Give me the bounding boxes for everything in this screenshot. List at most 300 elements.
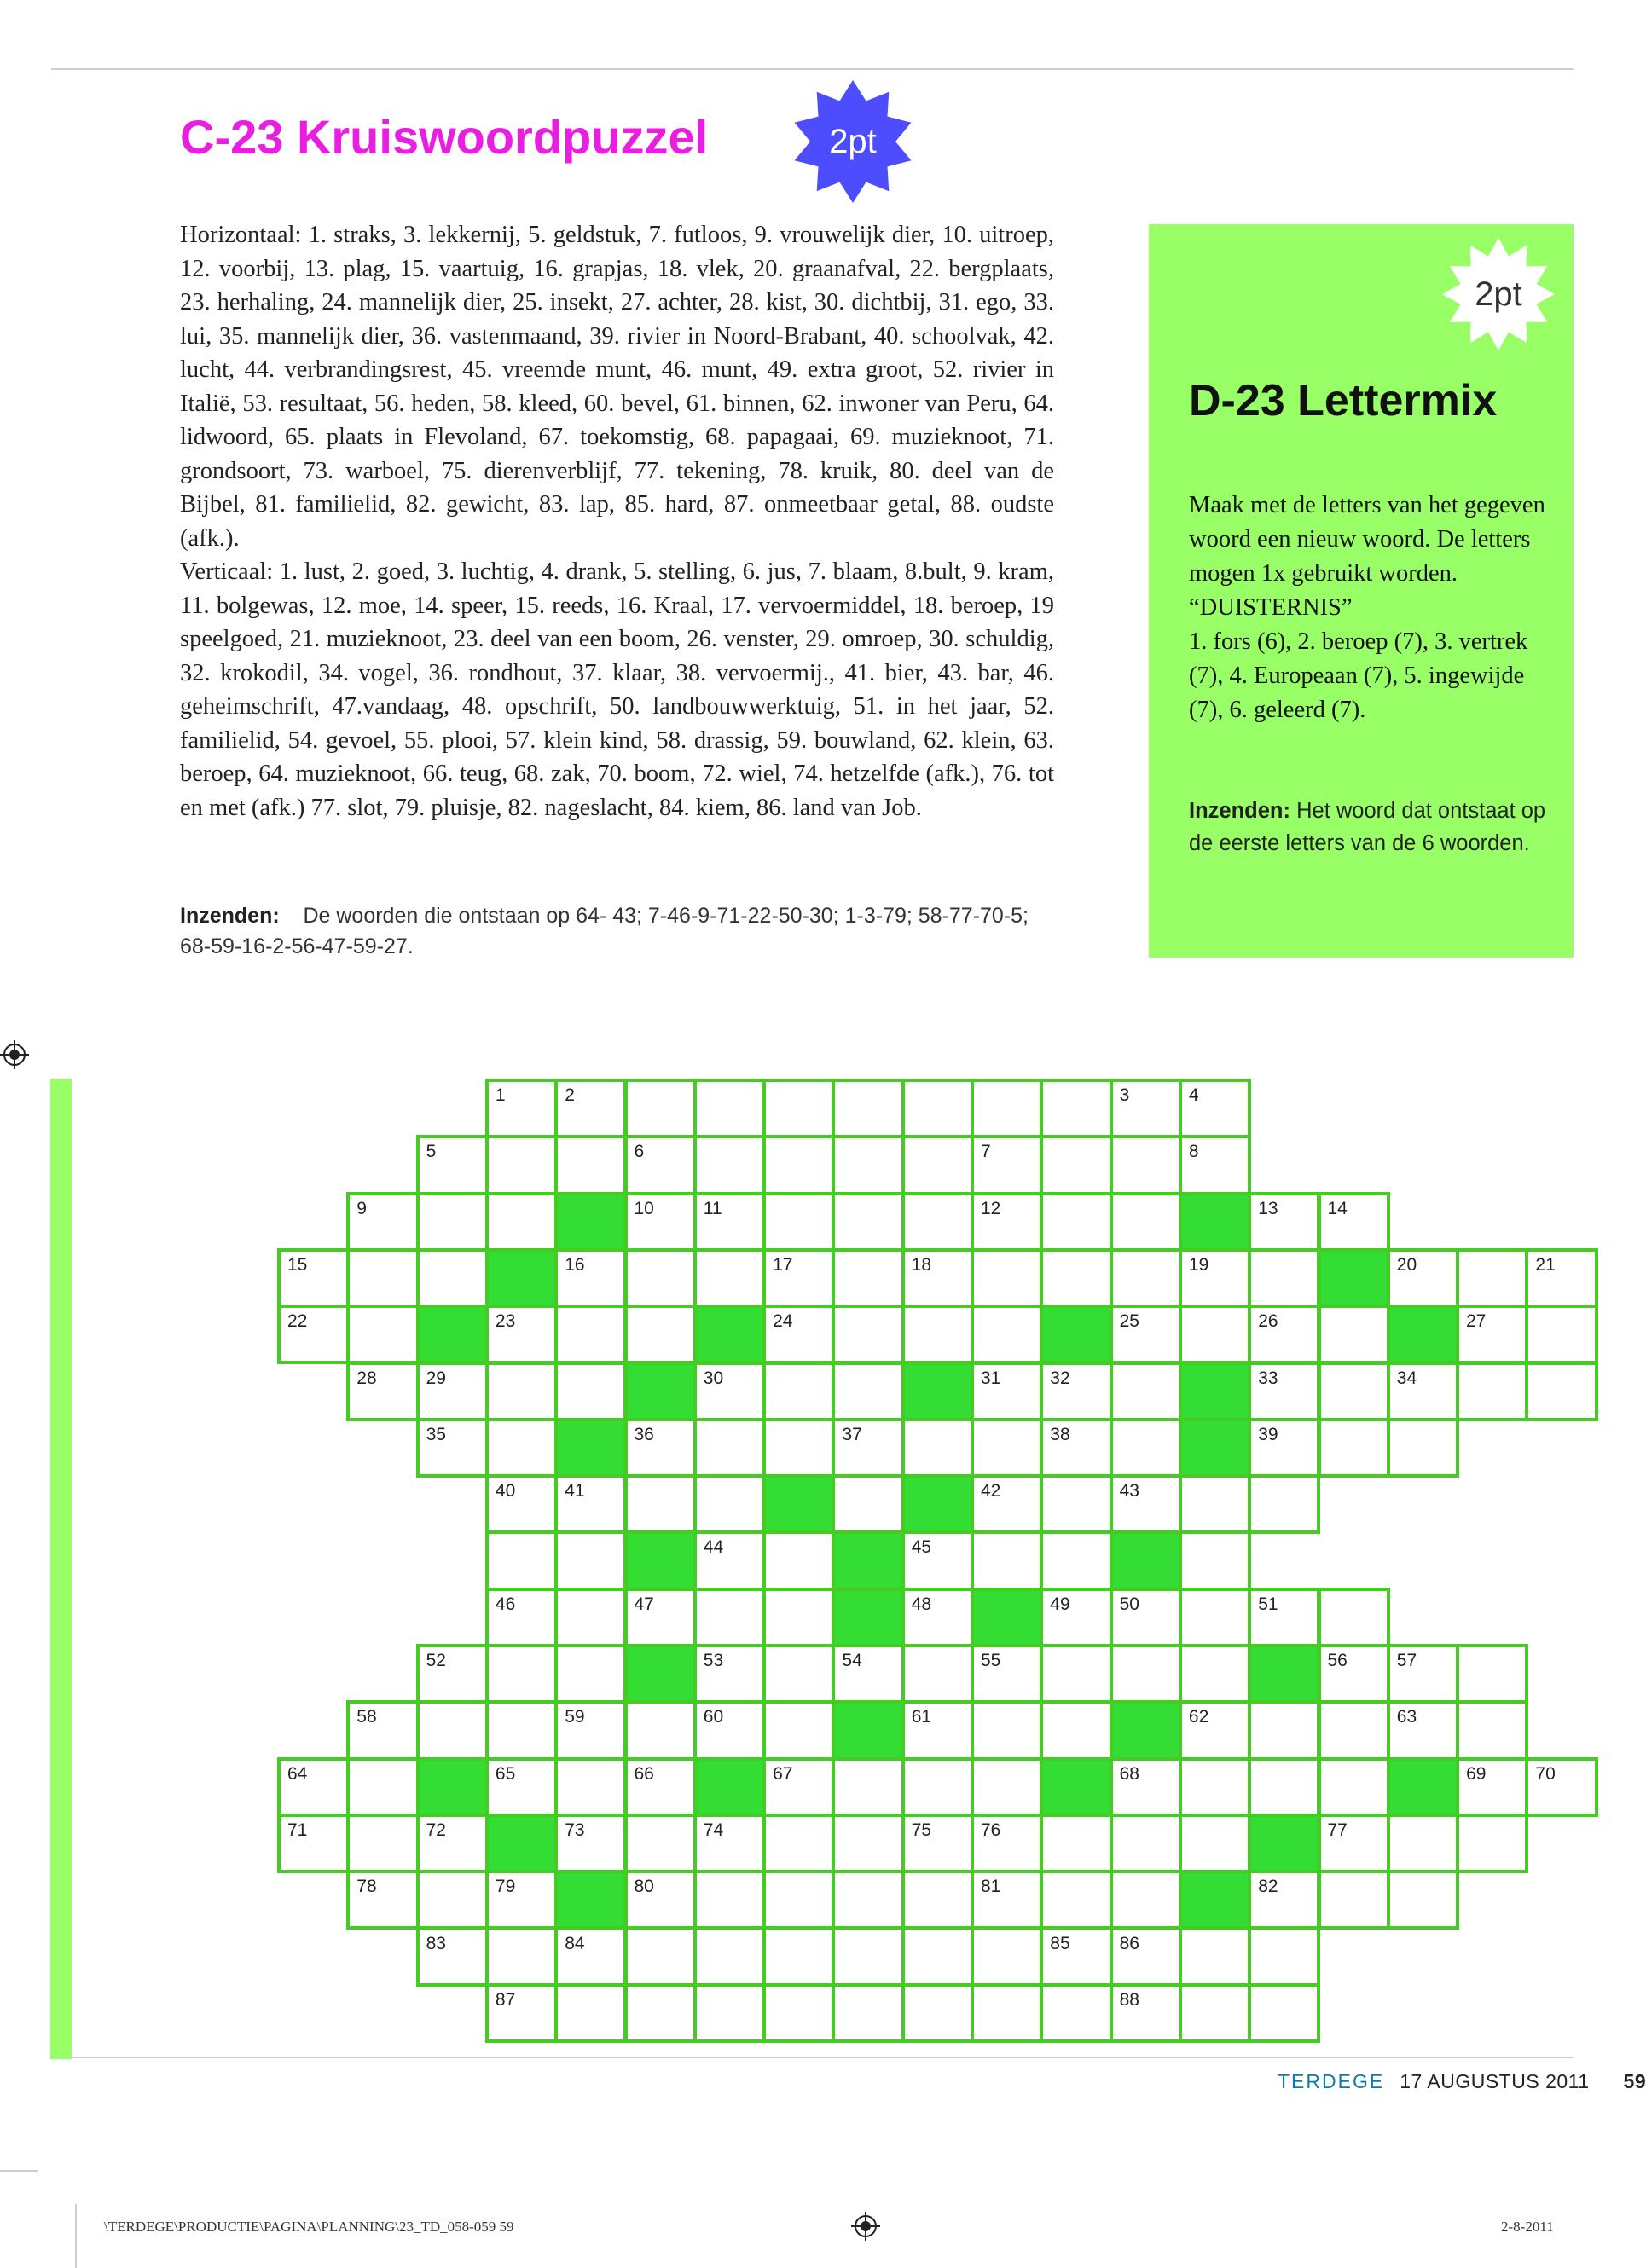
side-rule <box>0 2170 38 2172</box>
grid-cell[interactable] <box>1456 1362 1528 1421</box>
cell-number: 14 <box>1327 1198 1348 1218</box>
grid-cell[interactable] <box>554 1644 627 1704</box>
grid-cell[interactable] <box>1318 1757 1390 1817</box>
registration-mark-icon <box>0 1040 29 1073</box>
grid-cell[interactable] <box>1248 1757 1320 1817</box>
grid-cell[interactable] <box>832 1757 904 1817</box>
grid-cell[interactable] <box>1525 1757 1597 1817</box>
grid-cell[interactable] <box>1318 1814 1390 1873</box>
grid-cell[interactable] <box>832 1418 904 1478</box>
cell-number: 54 <box>842 1651 862 1670</box>
grid-cell-filled[interactable] <box>554 1192 627 1252</box>
cell-number: 36 <box>634 1424 654 1444</box>
grid-cell-filled[interactable] <box>832 1588 904 1647</box>
grid-cell[interactable] <box>971 1927 1043 1987</box>
grid-cell[interactable] <box>416 1418 489 1478</box>
grid-cell-filled[interactable] <box>624 1362 697 1421</box>
grid-cell[interactable] <box>624 1983 697 2043</box>
grid-cell[interactable] <box>1248 1305 1320 1364</box>
grid-cell[interactable] <box>762 1079 835 1138</box>
grid-cell[interactable] <box>832 1474 904 1534</box>
grid-cell[interactable] <box>971 1474 1043 1534</box>
grid-cell[interactable] <box>554 1305 627 1364</box>
grid-cell[interactable] <box>1179 1644 1251 1704</box>
cell-number: 73 <box>565 1820 585 1840</box>
grid-cell[interactable] <box>485 1983 558 2043</box>
grid-cell[interactable] <box>901 1530 974 1590</box>
grid-cell[interactable] <box>1456 1644 1528 1704</box>
grid-cell[interactable] <box>1248 1700 1320 1760</box>
grid-cell[interactable] <box>346 1192 419 1252</box>
grid-cell[interactable] <box>762 1588 835 1647</box>
cell-number: 33 <box>1258 1368 1278 1388</box>
grid-cell[interactable] <box>277 1757 350 1817</box>
grid-cell[interactable] <box>1318 1700 1390 1760</box>
grid-cell-filled[interactable] <box>832 1700 904 1760</box>
grid-cell[interactable] <box>554 1983 627 2043</box>
grid-cell[interactable] <box>624 1757 697 1817</box>
grid-cell[interactable] <box>416 1248 489 1308</box>
grid-cell[interactable] <box>1387 1644 1459 1704</box>
grid-cell[interactable] <box>1110 1135 1182 1195</box>
cell-number: 81 <box>981 1877 1001 1897</box>
grid-cell[interactable] <box>554 1079 627 1138</box>
grid-cell[interactable] <box>1387 1418 1459 1478</box>
grid-cell[interactable] <box>832 1305 904 1364</box>
grid-cell[interactable] <box>1456 1814 1528 1873</box>
grid-cell[interactable] <box>693 1474 766 1534</box>
grid-cell[interactable] <box>1040 1192 1112 1252</box>
grid-cell[interactable] <box>693 1135 766 1195</box>
grid-cell[interactable] <box>1456 1700 1528 1760</box>
grid-cell[interactable] <box>693 1079 766 1138</box>
grid-cell[interactable] <box>1110 1644 1182 1704</box>
cell-number: 37 <box>842 1424 862 1444</box>
grid-cell-filled[interactable] <box>1179 1192 1251 1252</box>
grid-cell[interactable] <box>693 1870 766 1930</box>
grid-cell[interactable] <box>624 1135 697 1195</box>
cell-number: 5 <box>426 1142 437 1162</box>
grid-cell[interactable] <box>485 1418 558 1478</box>
grid-cell[interactable] <box>624 1079 697 1138</box>
grid-cell[interactable] <box>1040 1135 1112 1195</box>
cell-number: 62 <box>1188 1707 1209 1727</box>
grid-cell[interactable] <box>554 1814 627 1873</box>
grid-cell[interactable] <box>901 1192 974 1252</box>
grid-cell-filled[interactable] <box>485 1248 558 1308</box>
grid-cell[interactable] <box>1525 1248 1597 1308</box>
grid-cell[interactable] <box>762 1983 835 2043</box>
grid-cell[interactable] <box>1110 1474 1182 1534</box>
grid-cell[interactable] <box>1318 1418 1390 1478</box>
grid-cell[interactable] <box>624 1700 697 1760</box>
grid-cell-filled[interactable] <box>762 1474 835 1534</box>
grid-cell[interactable] <box>485 1079 558 1138</box>
grid-cell[interactable] <box>1318 1362 1390 1421</box>
cell-number: 19 <box>1188 1254 1209 1275</box>
grid-cell[interactable] <box>554 1135 627 1195</box>
grid-cell[interactable] <box>1248 1362 1320 1421</box>
cell-number: 55 <box>981 1651 1001 1670</box>
footer-date: 17 AUGUSTUS 2011 <box>1400 2070 1590 2092</box>
grid-cell[interactable] <box>693 1700 766 1760</box>
cell-number: 45 <box>911 1537 932 1558</box>
grid-cell[interactable] <box>1040 1870 1112 1930</box>
grid-cell[interactable] <box>485 1530 558 1590</box>
grid-cell[interactable] <box>485 1588 558 1647</box>
send-label: Inzenden: <box>180 904 280 928</box>
grid-cell[interactable] <box>971 1192 1043 1252</box>
grid-cell[interactable] <box>1318 1644 1390 1704</box>
cell-number: 67 <box>773 1763 793 1784</box>
grid-cell[interactable] <box>1248 1418 1320 1478</box>
grid-cell-filled[interactable] <box>624 1644 697 1704</box>
grid-cell[interactable] <box>346 1700 419 1760</box>
grid-cell[interactable] <box>693 1418 766 1478</box>
cell-number: 70 <box>1535 1763 1556 1784</box>
grid-cell[interactable] <box>346 1248 419 1308</box>
grid-cell[interactable] <box>485 1644 558 1704</box>
lettermix-word: “DUISTERNIS” <box>1189 594 1353 621</box>
grid-cell[interactable] <box>1248 1870 1320 1930</box>
cell-number: 44 <box>703 1537 724 1558</box>
grid-cell[interactable] <box>762 1418 835 1478</box>
grid-cell-filled[interactable] <box>485 1814 558 1873</box>
grid-cell[interactable] <box>485 1192 558 1252</box>
grid-cell[interactable] <box>901 1079 974 1138</box>
grid-cell[interactable] <box>693 1588 766 1647</box>
grid-cell[interactable] <box>1387 1814 1459 1873</box>
grid-cell[interactable] <box>624 1814 697 1873</box>
grid-cell[interactable] <box>1248 1192 1320 1252</box>
grid-cell[interactable] <box>554 1474 627 1534</box>
grid-cell[interactable] <box>901 1135 974 1195</box>
grid-cell[interactable] <box>554 1700 627 1760</box>
grid-cell-filled[interactable] <box>416 1757 489 1817</box>
grid-cell-filled[interactable] <box>1179 1870 1251 1930</box>
grid-cell[interactable] <box>1525 1305 1597 1364</box>
footer-brand: TERDEGE <box>1278 2070 1385 2092</box>
grid-cell[interactable] <box>971 1644 1043 1704</box>
grid-cell-filled[interactable] <box>1248 1644 1320 1704</box>
grid-cell[interactable] <box>1110 1757 1182 1817</box>
grid-cell[interactable] <box>901 1757 974 1817</box>
grid-cell[interactable] <box>762 1927 835 1987</box>
grid-cell[interactable] <box>1387 1248 1459 1308</box>
grid-cell-filled[interactable] <box>1387 1757 1459 1817</box>
cell-number: 51 <box>1258 1594 1278 1614</box>
grid-cell[interactable] <box>1179 1927 1251 1987</box>
grid-cell[interactable] <box>901 1983 974 2043</box>
grid-cell[interactable] <box>1110 1588 1182 1647</box>
grid-cell[interactable] <box>1040 1418 1112 1478</box>
grid-cell[interactable] <box>1318 1192 1390 1252</box>
grid-cell[interactable] <box>762 1248 835 1308</box>
grid-cell-filled[interactable] <box>901 1474 974 1534</box>
grid-cell[interactable] <box>416 1644 489 1704</box>
cell-number: 56 <box>1327 1651 1348 1670</box>
grid-cell[interactable] <box>346 1362 419 1421</box>
grid-cell[interactable] <box>1110 1305 1182 1364</box>
grid-cell[interactable] <box>693 1192 766 1252</box>
puzzle-submission <box>180 900 1041 962</box>
grid-cell[interactable] <box>416 1870 489 1930</box>
grid-cell-filled[interactable] <box>693 1757 766 1817</box>
grid-cell[interactable] <box>832 1079 904 1138</box>
cell-number: 71 <box>287 1820 308 1840</box>
grid-cell[interactable] <box>901 1870 974 1930</box>
grid-cell[interactable] <box>1110 1418 1182 1478</box>
cell-number: 50 <box>1119 1594 1139 1614</box>
grid-cell[interactable] <box>1110 1248 1182 1308</box>
grid-cell[interactable] <box>901 1927 974 1987</box>
grid-cell[interactable] <box>762 1135 835 1195</box>
grid-cell[interactable] <box>693 1927 766 1987</box>
grid-cell[interactable] <box>1525 1362 1597 1421</box>
grid-cell[interactable] <box>971 1983 1043 2043</box>
grid-cell[interactable] <box>554 1530 627 1590</box>
grid-cell[interactable] <box>1110 1192 1182 1252</box>
grid-cell[interactable] <box>971 1135 1043 1195</box>
grid-cell[interactable] <box>346 1305 419 1364</box>
grid-cell[interactable] <box>971 1305 1043 1364</box>
grid-cell[interactable] <box>1040 1474 1112 1534</box>
grid-cell[interactable] <box>762 1362 835 1421</box>
grid-cell[interactable] <box>416 1814 489 1873</box>
grid-cell[interactable] <box>1248 1927 1320 1987</box>
cell-number: 58 <box>356 1707 377 1727</box>
grid-cell[interactable] <box>832 1870 904 1930</box>
grid-cell[interactable] <box>624 1192 697 1252</box>
grid-cell[interactable] <box>1110 1870 1182 1930</box>
grid-cell[interactable] <box>1110 1983 1182 2043</box>
grid-cell[interactable] <box>1387 1700 1459 1760</box>
grid-cell[interactable] <box>971 1248 1043 1308</box>
grid-cell-filled[interactable] <box>1040 1305 1112 1364</box>
grid-cell[interactable] <box>1248 1248 1320 1308</box>
grid-cell-filled[interactable] <box>971 1588 1043 1647</box>
grid-cell[interactable] <box>1110 1079 1182 1138</box>
grid-cell[interactable] <box>485 1757 558 1817</box>
grid-cell[interactable] <box>762 1700 835 1760</box>
grid-cell[interactable] <box>1318 1588 1390 1647</box>
grid-cell[interactable] <box>1040 1362 1112 1421</box>
grid-cell[interactable] <box>485 1927 558 1987</box>
grid-cell-filled[interactable] <box>554 1418 627 1478</box>
grid-cell[interactable] <box>1179 1700 1251 1760</box>
grid-cell[interactable] <box>971 1870 1043 1930</box>
grid-cell[interactable] <box>1179 1248 1251 1308</box>
grid-cell[interactable] <box>1387 1362 1459 1421</box>
grid-cell-filled[interactable] <box>1179 1418 1251 1478</box>
grid-cell-filled[interactable] <box>693 1305 766 1364</box>
grid-cell[interactable] <box>832 1192 904 1252</box>
grid-cell[interactable] <box>832 1814 904 1873</box>
grid-cell[interactable] <box>971 1700 1043 1760</box>
grid-cell[interactable] <box>1179 1135 1251 1195</box>
cell-number: 29 <box>426 1368 446 1388</box>
grid-cell[interactable] <box>1179 1474 1251 1534</box>
grid-cell[interactable] <box>832 1927 904 1987</box>
cell-number: 9 <box>356 1198 367 1218</box>
grid-cell-filled[interactable] <box>1179 1362 1251 1421</box>
grid-cell[interactable] <box>901 1814 974 1873</box>
grid-cell[interactable] <box>624 1870 697 1930</box>
grid-cell[interactable] <box>416 1135 489 1195</box>
grid-cell[interactable] <box>693 1644 766 1704</box>
grid-cell-filled[interactable] <box>901 1362 974 1421</box>
grid-cell[interactable] <box>971 1362 1043 1421</box>
grid-cell[interactable] <box>624 1474 697 1534</box>
grid-cell[interactable] <box>1387 1870 1459 1930</box>
grid-cell[interactable] <box>554 1248 627 1308</box>
cell-number: 82 <box>1258 1877 1278 1897</box>
cell-number: 4 <box>1188 1085 1199 1105</box>
grid-cell[interactable] <box>1179 1079 1251 1138</box>
grid-cell[interactable] <box>901 1700 974 1760</box>
grid-cell[interactable] <box>832 1362 904 1421</box>
grid-cell[interactable] <box>762 1757 835 1817</box>
cell-number: 60 <box>703 1707 724 1727</box>
grid-cell-filled[interactable] <box>832 1530 904 1590</box>
grid-cell[interactable] <box>485 1135 558 1195</box>
cell-number: 28 <box>356 1368 377 1388</box>
grid-cell[interactable] <box>1248 1474 1320 1534</box>
grid-cell[interactable] <box>1040 1700 1112 1760</box>
grid-cell[interactable] <box>624 1418 697 1478</box>
grid-cell[interactable] <box>1179 1588 1251 1647</box>
grid-cell[interactable] <box>971 1079 1043 1138</box>
grid-cell[interactable] <box>971 1757 1043 1817</box>
grid-cell[interactable] <box>971 1530 1043 1590</box>
grid-cell[interactable] <box>1179 1305 1251 1364</box>
grid-cell[interactable] <box>693 1983 766 2043</box>
grid-cell[interactable] <box>693 1248 766 1308</box>
grid-cell[interactable] <box>1179 1530 1251 1590</box>
grid-cell[interactable] <box>901 1588 974 1647</box>
grid-cell[interactable] <box>554 1362 627 1421</box>
grid-cell[interactable] <box>1456 1305 1528 1364</box>
grid-cell[interactable] <box>1318 1870 1390 1930</box>
grid-cell[interactable] <box>1040 1248 1112 1308</box>
grid-cell-filled[interactable] <box>1387 1305 1459 1364</box>
grid-cell[interactable] <box>1040 1814 1112 1873</box>
grid-cell[interactable] <box>624 1248 697 1308</box>
grid-cell[interactable] <box>346 1757 419 1817</box>
cell-number: 11 <box>703 1198 722 1218</box>
grid-cell[interactable] <box>1040 1530 1112 1590</box>
grid-cell[interactable] <box>762 1192 835 1252</box>
grid-cell[interactable] <box>971 1814 1043 1873</box>
grid-cell[interactable] <box>1179 1757 1251 1817</box>
grid-cell[interactable] <box>693 1362 766 1421</box>
grid-cell[interactable] <box>485 1362 558 1421</box>
grid-side-bar <box>50 1079 72 2059</box>
lettermix-body <box>1189 489 1547 727</box>
grid-cell[interactable] <box>1110 1362 1182 1421</box>
grid-cell[interactable] <box>485 1305 558 1364</box>
grid-cell[interactable] <box>416 1362 489 1421</box>
grid-cell[interactable] <box>624 1927 697 1987</box>
grid-cell[interactable] <box>1040 1079 1112 1138</box>
grid-cell-filled[interactable] <box>1110 1700 1182 1760</box>
grid-cell[interactable] <box>1456 1757 1528 1817</box>
grid-cell[interactable] <box>1040 1588 1112 1647</box>
grid-cell-filled[interactable] <box>554 1870 627 1930</box>
grid-cell[interactable] <box>1040 1927 1112 1987</box>
grid-cell-filled[interactable] <box>1110 1530 1182 1590</box>
grid-cell[interactable] <box>554 1757 627 1817</box>
grid-cell[interactable] <box>485 1474 558 1534</box>
grid-cell[interactable] <box>554 1588 627 1647</box>
grid-cell[interactable] <box>346 1870 419 1930</box>
grid-cell[interactable] <box>832 1983 904 2043</box>
grid-cell[interactable] <box>416 1192 489 1252</box>
grid-cell[interactable] <box>693 1530 766 1590</box>
grid-cell[interactable] <box>901 1644 974 1704</box>
grid-cell[interactable] <box>1248 1983 1320 2043</box>
grid-cell[interactable] <box>346 1814 419 1873</box>
grid-cell[interactable] <box>762 1814 835 1873</box>
grid-cell[interactable] <box>762 1644 835 1704</box>
cell-number: 61 <box>911 1707 932 1727</box>
grid-cell[interactable] <box>901 1418 974 1478</box>
grid-cell[interactable] <box>1110 1814 1182 1873</box>
grid-cell-filled[interactable] <box>416 1305 489 1364</box>
grid-cell[interactable] <box>901 1305 974 1364</box>
grid-cell[interactable] <box>693 1814 766 1873</box>
grid-cell[interactable] <box>416 1700 489 1760</box>
grid-cell[interactable] <box>554 1927 627 1987</box>
grid-cell-filled[interactable] <box>624 1530 697 1590</box>
cell-number: 83 <box>426 1933 446 1953</box>
grid-cell[interactable] <box>1456 1248 1528 1308</box>
grid-cell-filled[interactable] <box>1248 1814 1320 1873</box>
cell-number: 41 <box>565 1481 585 1501</box>
grid-cell[interactable] <box>1040 1983 1112 2043</box>
send-label: Inzenden: <box>1189 799 1290 823</box>
grid-cell[interactable] <box>277 1814 350 1873</box>
grid-cell[interactable] <box>1179 1983 1251 2043</box>
grid-cell[interactable] <box>624 1305 697 1364</box>
cell-number: 46 <box>495 1594 516 1614</box>
cell-number: 20 <box>1396 1254 1417 1275</box>
grid-cell-filled[interactable] <box>1318 1248 1390 1308</box>
grid-cell[interactable] <box>1110 1927 1182 1987</box>
grid-cell[interactable] <box>277 1305 350 1364</box>
grid-cell[interactable] <box>1248 1588 1320 1647</box>
grid-cell[interactable] <box>1179 1814 1251 1873</box>
grid-cell[interactable] <box>485 1700 558 1760</box>
grid-cell[interactable] <box>416 1927 489 1987</box>
grid-cell[interactable] <box>832 1248 904 1308</box>
grid-cell[interactable] <box>901 1248 974 1308</box>
grid-cell[interactable] <box>762 1530 835 1590</box>
grid-cell[interactable] <box>624 1588 697 1647</box>
grid-cell[interactable] <box>832 1135 904 1195</box>
grid-cell[interactable] <box>277 1248 350 1308</box>
cell-number: 23 <box>495 1311 516 1332</box>
grid-cell[interactable] <box>485 1870 558 1930</box>
grid-cell-filled[interactable] <box>1040 1757 1112 1817</box>
grid-cell[interactable] <box>1318 1305 1390 1364</box>
cell-number: 26 <box>1258 1311 1278 1332</box>
grid-cell[interactable] <box>762 1870 835 1930</box>
grid-cell[interactable] <box>1040 1644 1112 1704</box>
grid-cell[interactable] <box>832 1644 904 1704</box>
grid-cell[interactable] <box>762 1305 835 1364</box>
grid-cell[interactable] <box>971 1418 1043 1478</box>
